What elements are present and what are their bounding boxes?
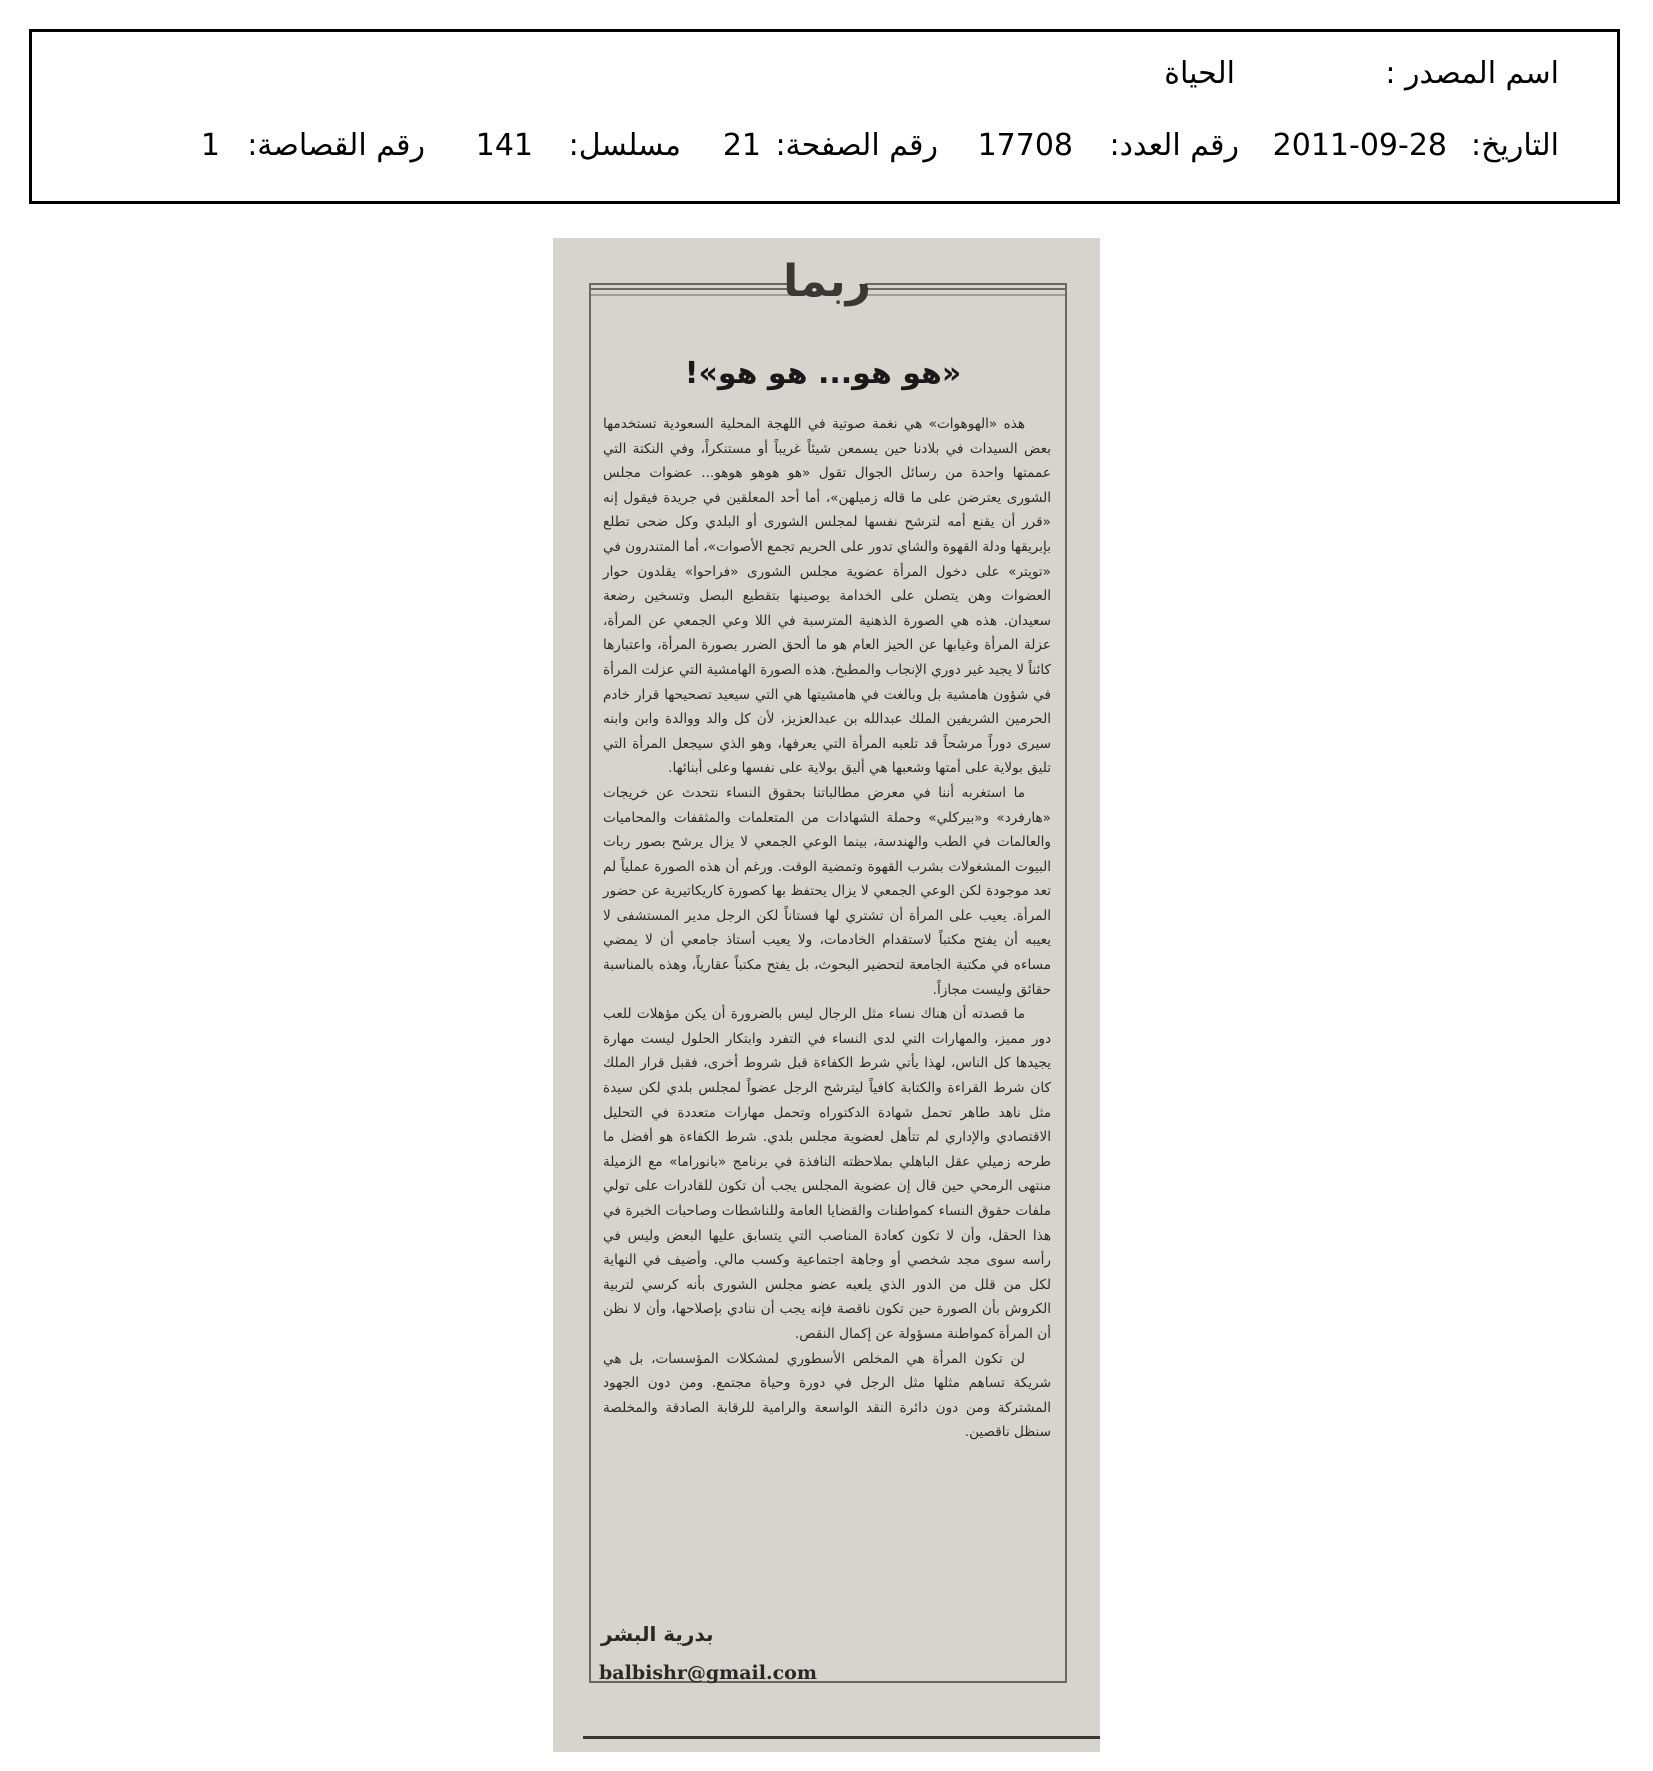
clip-value: 1 bbox=[200, 128, 220, 163]
issue-label: رقم العدد: bbox=[1109, 128, 1239, 163]
article-body bbox=[603, 412, 1051, 1445]
date-value: 2011-09-28 bbox=[1272, 128, 1447, 163]
newspaper-clipping bbox=[553, 238, 1100, 1752]
issue-value: 17708 bbox=[977, 128, 1073, 163]
author-name: بدرية البشر bbox=[601, 1622, 714, 1646]
page-value: 21 bbox=[722, 128, 761, 163]
bottom-rule bbox=[583, 1736, 1100, 1739]
date-label: التاريخ: bbox=[1471, 128, 1559, 163]
paragraph: ما استغربه أننا في معرض مطالباتنا بحقوق النساء نتحدث عن خريجات «هارفرد» و«بيركلي» وحملة الشهادات من المتعلمات والمثقفات والمحاميات والعالمات في الطب والهندسة، بينما الوعي الجمعي لا يزال يرشح بصور ربات البيوت المشغولات بشرب القهوة وتمضية الوقت. ورغم أن هذه الصورة عملياً لم تعد موجودة لكن الوعي الجمعي لا يزال يحتفظ بها كصورة كاريكاتيرية عن حضور المرأة. يعيب على المرأة أن تشتري لها فستاناً لكن الرجل مدير المستشفى لا يعيبه أن يفتح مكتباً لاستقدام الخادمات، ولا يعيب أستاذ جامعي أن لا يمضي مساءه في مكتبة الجامعة لتحضير البحوث، بل يفتح مكتباً عقارياً، وهذه بالمناسبة حقائق وليست مجازاً. bbox=[603, 784, 1051, 998]
paragraph: لن تكون المرأة هي المخلص الأسطوري لمشكلات المؤسسات، بل هي شريكة تساهم مثلها مثل الرجل في دورة وحياة مجتمع. ومن دون الجهود المشتركة ومن دون دائرة النقد الواسعة والرامية للرقابة الصادقة والمخلصة سنظل ناقصين. bbox=[603, 1350, 1051, 1441]
page-label: رقم الصفحة: bbox=[775, 128, 938, 163]
source-value: الحياة bbox=[1164, 56, 1235, 91]
column-logo-text: ربما bbox=[783, 256, 871, 307]
paragraph: هذه «الهوهوات» هي نغمة صوتية في اللهجة المحلية السعودية تستخدمها بعض السيدات في بلادنا حين يسمعن شيئاً غريباً أو مستنكراً، وفي النكتة التي عممتها واحدة من رسائل الجوال تقول «هو هوهو هوهو... عضوات مجلس الشورى يعترضن على ما قاله زميلهن»، أما أحد المعلقين في جريدة فيقول إنه «قرر أن يقنع أمه لترشح نفسها لمجلس الشورى أو البلدي وكل ضحى تطلع بإبريقها ودلة القهوة والشاي تدور على الحريم تجمع الأصوات»، أما المتندرون في «تويتر» على دخول المرأة عضوية مجلس الشورى «فراحوا» يقلدون حوار العضوات وهن يتصلن على الخدامة يوصينها بتقطيع البصل وتسخين رضعة سعيدان. هذه هي الصورة الذهنية المترسبة في اللا وعي الجمعي عن المرأة، عزلة المرأة وغيابها عن الحيز العام هو ما ألحق الضرر بصورة المرأة، واعتبارها كائناً لا يجيد غير دوري الإنجاب والمطبخ. هذه الصورة الهامشية التي عزلت المرأة في شؤون هامشية بل وبالغت في هامشيتها هي التي سيعيد تصحيحها قرار خادم الحرمين الشريفين الملك عبدالله بن عبدالعزيز، لأن كل والد ووالدة وابن وابنه سيرى دوراً مرشحاً قد تلعبه المرأة التي يعرفها، وهو الذي سيجعل المرأة التي تليق بولاية على أمتها وشعبها هي أليق بولاية على نفسها وعلى أبنائها. bbox=[603, 416, 1051, 777]
source-label: اسم المصدر : bbox=[1385, 56, 1559, 91]
author-email: balbishr@gmail.com bbox=[599, 1662, 817, 1684]
metadata-box bbox=[29, 29, 1620, 204]
paragraph: ما قصدته أن هناك نساء مثل الرجال ليس بالضرورة أن يكن مؤهلات للعب دور مميز، والمهارات التي لدى النساء في التفرد وابتكار الحلول ليست مهارة يجيدها كل الناس، لهذا يأتي شرط الكفاءة قبل شروط أخرى، فقبل قرار الملك كان شرط القراءة والكتابة كافياً ليترشح الرجل عضواً لمجلس بلدي لكن سيدة مثل ناهد طاهر تحمل شهادة الدكتوراه وتحمل مهارات متعددة في التحليل الاقتصادي والإداري لم تتأهل لعضوية مجلس بلدي. شرط الكفاءة هو أفضل ما طرحه زميلي عقل الباهلي بملاحظته النافذة في برنامج «بانوراما» مع الزميلة منتهى الرمحي حين قال إن عضوية المجلس يجب أن تكون للقادرات على تولي ملفات حقوق النساء كمواطنات والقضايا العامة وللناشطات وصاحبات الخبرة في هذا الحقل، وأن لا تكون كعادة المناصب التي يتسابق عليها البعض وليس في رأسه سوى مجد شخصي أو وجاهة اجتماعية وكسب مالي. وأضيف في النهاية لكل من قلل من الدور الذي يلعبه عضو مجلس الشورى بأنه كرسي لتربية الكروش بأن الصورة حين تكون ناقصة فإنه يجب أن ننادي بإصلاحها، وأن لا نظن أن المرأة كمواطنة مسؤولة عن إكمال النقص. bbox=[603, 1006, 1051, 1342]
article-headline: «هو هو... هو هو»! bbox=[684, 356, 962, 391]
column-masthead bbox=[553, 242, 1100, 312]
serial-label: مسلسل: bbox=[568, 128, 681, 163]
clip-label: رقم القصاصة: bbox=[247, 128, 425, 163]
serial-value: 141 bbox=[475, 128, 533, 163]
